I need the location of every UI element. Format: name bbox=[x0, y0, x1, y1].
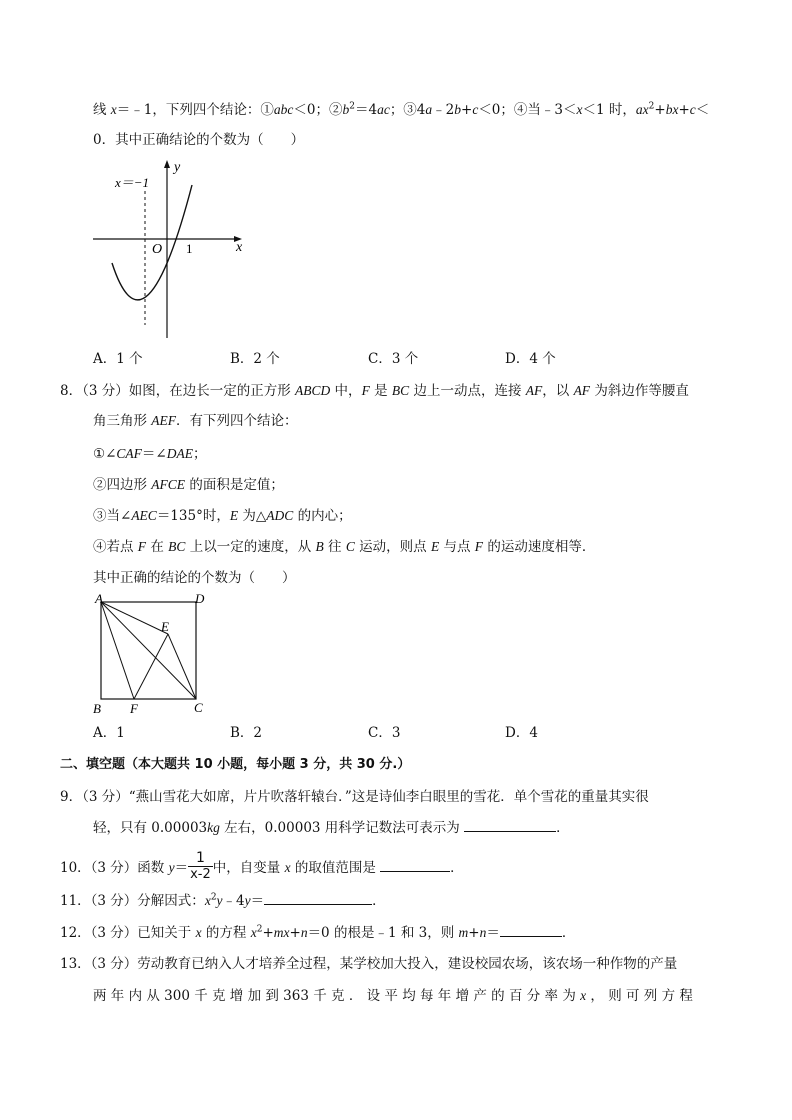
q11-answer-blank[interactable] bbox=[264, 890, 372, 905]
one-label: 1 bbox=[186, 241, 193, 256]
q7-option-b[interactable]: B．2 个 bbox=[230, 351, 280, 367]
q12-line: 12．（3 分）已知关于 x 的方程 $x^2+mx+n=0$ 的根是﹣1 和 3，则 m+n＝ ． bbox=[60, 922, 575, 943]
segment-ec bbox=[168, 634, 196, 699]
segment-af bbox=[101, 602, 134, 699]
q7-parabola-graph bbox=[90, 155, 260, 345]
q8-square-figure bbox=[88, 590, 218, 720]
q10-fraction: $\frac{1}{x-2}$ bbox=[190, 850, 211, 882]
q7-option-d[interactable]: D．4 个 bbox=[505, 351, 556, 367]
q8-option-a[interactable]: A．1 bbox=[93, 725, 125, 741]
segment-ac bbox=[101, 602, 196, 699]
q10-answer-blank[interactable] bbox=[380, 857, 450, 872]
origin-label: O bbox=[152, 242, 163, 257]
y-axis-label: y bbox=[174, 160, 181, 175]
q8-option-c[interactable]: C．3 bbox=[368, 725, 401, 741]
q8-conclusion-4: ④若点 F 在 BC 上以一定的速度，从 B 往 C 运动，则点 E 与点 F 的运动速度相等． bbox=[93, 539, 596, 555]
q9-answer-blank[interactable] bbox=[464, 817, 556, 832]
q8-option-d[interactable]: D．4 bbox=[505, 725, 538, 741]
label-c: C bbox=[194, 700, 203, 715]
segment-ef bbox=[134, 634, 168, 699]
q7-option-c[interactable]: C．3 个 bbox=[368, 351, 419, 367]
label-e: E bbox=[161, 619, 169, 634]
q8-conclusion-2: ②四边形 AFCE 的面积是定值； bbox=[93, 477, 284, 493]
q8-conclusion-1: ①∠CAF＝∠DAE； bbox=[93, 446, 207, 462]
x-axis-label: x bbox=[236, 240, 243, 255]
q7-option-a[interactable]: A．1 个 bbox=[93, 351, 143, 367]
q12-answer-blank[interactable] bbox=[500, 922, 562, 937]
q8-stem-line1: 8．（3 分）如图，在边长一定的正方形 ABCD 中，F 是 BC 边上一动点，连接 AF，以 AF 为斜边作等腰直 bbox=[60, 383, 689, 399]
q9-line1: 9．（3 分）“燕山雪花大如席，片片吹落轩辕台．”这是诗仙李白眼里的雪花．单个雪花的重量其实很 bbox=[60, 789, 649, 805]
label-d: D bbox=[195, 591, 205, 606]
symmetry-axis-label: x＝−1 bbox=[115, 175, 150, 190]
q13-line2: 两 年 内 从 300 千 克 增 加 到 363 千 克 ． 设 平 均 每 年 增 产 的 百 分 率 为 x ， 则 可 列 方 程 bbox=[93, 988, 693, 1004]
q8-ask: 其中正确的结论的个数为（ ） bbox=[93, 570, 296, 586]
label-f: F bbox=[130, 701, 138, 716]
q8-conclusion-3: ③当∠AEC＝135°时，E 为△ADC 的内心； bbox=[93, 508, 352, 524]
q9-line2: 轻，只有 0.00003kg 左右，0.00003 用科学记数法可表示为 ． bbox=[93, 817, 570, 838]
section-fill-in-blank-heading: 二、填空题（本大题共 10 小题，每小题 3 分，共 30 分.） bbox=[60, 757, 411, 772]
segment-ae bbox=[101, 602, 168, 634]
q8-option-b[interactable]: B．2 bbox=[230, 725, 263, 741]
q13-line1: 13．（3 分）劳动教育已纳入人才培养全过程，某学校加大投入，建设校园农场，该农场一种作物的产量 bbox=[60, 956, 678, 972]
q7-stem-line2: 0．其中正确结论的个数为（ ） bbox=[93, 132, 305, 148]
label-a: A bbox=[95, 591, 103, 606]
q7-stem-line1: 线 x＝﹣1，下列四个结论：①abc＜0；$②b^2=4ac$；③4a﹣2b+c＜0；④当﹣3＜x＜1 时，$ax^2+bx+c<$ bbox=[93, 101, 710, 118]
q10-line: 10．（3 分）函数 y＝ $\frac{1}{x-2}$ 中，自变量 x 的取值范围是 ． bbox=[60, 850, 464, 882]
q8-stem-line2: 角三角形 AEF．有下列四个结论： bbox=[93, 413, 298, 429]
y-axis-arrow bbox=[164, 160, 170, 168]
label-b: B bbox=[93, 701, 101, 716]
q11-line: 11．（3 分）分解因式：$x^2y﹣4y=$ ． bbox=[60, 890, 386, 911]
